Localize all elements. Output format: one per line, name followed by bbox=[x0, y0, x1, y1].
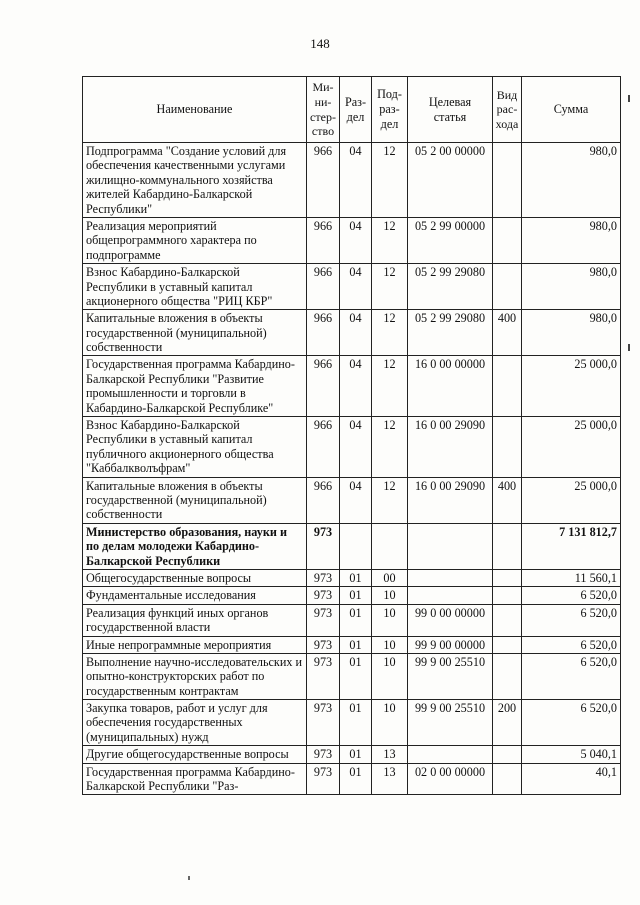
table-row bbox=[83, 636, 621, 653]
row-subsection: 10 bbox=[372, 700, 408, 746]
row-expense-type bbox=[493, 217, 522, 263]
row-section: 01 bbox=[340, 604, 372, 636]
row-section bbox=[340, 523, 372, 569]
table-row bbox=[83, 217, 621, 263]
row-target: 99 9 00 25510 bbox=[408, 700, 493, 746]
row-sum: 980,0 bbox=[522, 310, 621, 356]
row-sum: 980,0 bbox=[522, 217, 621, 263]
row-sum: 25 000,0 bbox=[522, 477, 621, 523]
row-ministry: 973 bbox=[307, 587, 340, 604]
row-target bbox=[408, 587, 493, 604]
row-sum: 6 520,0 bbox=[522, 700, 621, 746]
row-target: 99 9 00 25510 bbox=[408, 653, 493, 699]
row-ministry: 973 bbox=[307, 523, 340, 569]
row-subsection: 12 bbox=[372, 477, 408, 523]
row-expense-type bbox=[493, 653, 522, 699]
scan-mark bbox=[628, 95, 630, 102]
row-name: Государственная программа Кабардино-Балкарской Республики "Развитие промышленности и торговли в Кабардино-Балкарской Республике" bbox=[83, 356, 307, 417]
row-subsection: 10 bbox=[372, 636, 408, 653]
row-name: Подпрограмма "Создание условий для обеспечения качественными услугами жилищно-коммунального хозяйства жителей Кабардино-Балкарской Республики" bbox=[83, 143, 307, 218]
row-sum: 6 520,0 bbox=[522, 636, 621, 653]
row-section: 04 bbox=[340, 217, 372, 263]
row-ministry: 966 bbox=[307, 264, 340, 310]
header-name: Наименование bbox=[83, 77, 307, 143]
row-name: Министерство образования, науки и по делам молодежи Кабардино-Балкарской Республики bbox=[83, 523, 307, 569]
row-name: Выполнение научно-исследовательских и опытно-конструкторских работ по государственным контрактам bbox=[83, 653, 307, 699]
table-body bbox=[83, 143, 621, 795]
row-section: 01 bbox=[340, 700, 372, 746]
table-row bbox=[83, 417, 621, 478]
row-target: 02 0 00 00000 bbox=[408, 763, 493, 795]
row-section: 01 bbox=[340, 587, 372, 604]
row-section: 04 bbox=[340, 264, 372, 310]
header-target: Целевая статья bbox=[408, 77, 493, 143]
row-subsection: 12 bbox=[372, 264, 408, 310]
row-section: 01 bbox=[340, 569, 372, 586]
row-subsection: 00 bbox=[372, 569, 408, 586]
row-section: 01 bbox=[340, 653, 372, 699]
budget-table bbox=[82, 76, 621, 795]
row-section: 04 bbox=[340, 310, 372, 356]
row-subsection: 13 bbox=[372, 746, 408, 763]
scan-mark bbox=[628, 344, 630, 351]
header-ministry: Ми- ни- стер- ство bbox=[307, 77, 340, 143]
row-target: 05 2 99 00000 bbox=[408, 217, 493, 263]
row-target: 16 0 00 29090 bbox=[408, 417, 493, 478]
table-row bbox=[83, 746, 621, 763]
table-row bbox=[83, 143, 621, 218]
row-target: 99 9 00 00000 bbox=[408, 636, 493, 653]
row-name: Фундаментальные исследования bbox=[83, 587, 307, 604]
row-ministry: 973 bbox=[307, 569, 340, 586]
row-name: Реализация функций иных органов государственной власти bbox=[83, 604, 307, 636]
row-ministry: 966 bbox=[307, 356, 340, 417]
row-subsection: 12 bbox=[372, 310, 408, 356]
row-sum: 5 040,1 bbox=[522, 746, 621, 763]
table-row bbox=[83, 604, 621, 636]
row-target: 16 0 00 00000 bbox=[408, 356, 493, 417]
row-name: Капитальные вложения в объекты государственной (муниципальной) собственности bbox=[83, 310, 307, 356]
row-ministry: 966 bbox=[307, 417, 340, 478]
row-subsection: 10 bbox=[372, 604, 408, 636]
row-target bbox=[408, 569, 493, 586]
row-expense-type: 400 bbox=[493, 477, 522, 523]
row-expense-type: 400 bbox=[493, 310, 522, 356]
row-subsection: 12 bbox=[372, 217, 408, 263]
row-ministry: 973 bbox=[307, 636, 340, 653]
row-name: Взнос Кабардино-Балкарской Республики в уставный капитал публичного акционерного общества "Каббалкволъфрам" bbox=[83, 417, 307, 478]
header-section: Раз- дел bbox=[340, 77, 372, 143]
row-subsection: 12 bbox=[372, 417, 408, 478]
row-expense-type bbox=[493, 143, 522, 218]
scan-dot bbox=[188, 876, 190, 880]
row-name: Государственная программа Кабардино-Балкарской Республики "Раз- bbox=[83, 763, 307, 795]
table-row bbox=[83, 763, 621, 795]
row-section: 04 bbox=[340, 477, 372, 523]
header-expense-type: Вид рас- хода bbox=[493, 77, 522, 143]
row-section: 01 bbox=[340, 636, 372, 653]
row-target: 16 0 00 29090 bbox=[408, 477, 493, 523]
row-target: 99 0 00 00000 bbox=[408, 604, 493, 636]
row-subsection: 10 bbox=[372, 587, 408, 604]
row-expense-type bbox=[493, 356, 522, 417]
row-sum: 7 131 812,7 bbox=[522, 523, 621, 569]
row-sum: 980,0 bbox=[522, 264, 621, 310]
row-subsection bbox=[372, 523, 408, 569]
row-expense-type bbox=[493, 746, 522, 763]
row-section: 01 bbox=[340, 746, 372, 763]
row-expense-type bbox=[493, 523, 522, 569]
row-name: Капитальные вложения в объекты государственной (муниципальной) собственности bbox=[83, 477, 307, 523]
row-name: Закупка товаров, работ и услуг для обеспечения государственных (муниципальных) нужд bbox=[83, 700, 307, 746]
row-subsection: 12 bbox=[372, 356, 408, 417]
table-row bbox=[83, 587, 621, 604]
row-section: 04 bbox=[340, 356, 372, 417]
row-sum: 6 520,0 bbox=[522, 587, 621, 604]
row-expense-type bbox=[493, 587, 522, 604]
page-number: 148 bbox=[310, 36, 330, 51]
row-expense-type bbox=[493, 636, 522, 653]
row-section: 01 bbox=[340, 763, 372, 795]
table-header-row bbox=[83, 77, 621, 143]
row-name: Взнос Кабардино-Балкарской Республики в уставный капитал акционерного общества "РИЦ КБР" bbox=[83, 264, 307, 310]
row-ministry: 966 bbox=[307, 217, 340, 263]
table-row bbox=[83, 310, 621, 356]
table-row bbox=[83, 653, 621, 699]
row-name: Реализация мероприятий общепрограммного характера по подпрограмме bbox=[83, 217, 307, 263]
row-ministry: 966 bbox=[307, 477, 340, 523]
row-ministry: 973 bbox=[307, 653, 340, 699]
row-expense-type: 200 bbox=[493, 700, 522, 746]
row-sum: 980,0 bbox=[522, 143, 621, 218]
row-section: 04 bbox=[340, 417, 372, 478]
row-ministry: 973 bbox=[307, 604, 340, 636]
row-expense-type bbox=[493, 417, 522, 478]
row-ministry: 973 bbox=[307, 700, 340, 746]
header-sum: Сумма bbox=[522, 77, 621, 143]
row-ministry: 966 bbox=[307, 143, 340, 218]
table-row bbox=[83, 356, 621, 417]
row-sum: 25 000,0 bbox=[522, 417, 621, 478]
row-sum: 25 000,0 bbox=[522, 356, 621, 417]
row-ministry: 973 bbox=[307, 746, 340, 763]
row-subsection: 10 bbox=[372, 653, 408, 699]
row-expense-type bbox=[493, 569, 522, 586]
row-section: 04 bbox=[340, 143, 372, 218]
table-row bbox=[83, 569, 621, 586]
row-subsection: 13 bbox=[372, 763, 408, 795]
header-subsection: Под- раз- дел bbox=[372, 77, 408, 143]
row-expense-type bbox=[493, 604, 522, 636]
row-name: Другие общегосударственные вопросы bbox=[83, 746, 307, 763]
row-ministry: 966 bbox=[307, 310, 340, 356]
row-expense-type bbox=[493, 763, 522, 795]
table-row bbox=[83, 700, 621, 746]
table-row bbox=[83, 477, 621, 523]
row-name: Общегосударственные вопросы bbox=[83, 569, 307, 586]
row-expense-type bbox=[493, 264, 522, 310]
row-target bbox=[408, 523, 493, 569]
row-target: 05 2 99 29080 bbox=[408, 310, 493, 356]
table-row bbox=[83, 523, 621, 569]
row-target bbox=[408, 746, 493, 763]
row-ministry: 973 bbox=[307, 763, 340, 795]
row-sum: 6 520,0 bbox=[522, 653, 621, 699]
row-target: 05 2 99 29080 bbox=[408, 264, 493, 310]
row-sum: 11 560,1 bbox=[522, 569, 621, 586]
row-sum: 40,1 bbox=[522, 763, 621, 795]
table-row bbox=[83, 264, 621, 310]
row-name: Иные непрограммные мероприятия bbox=[83, 636, 307, 653]
row-target: 05 2 00 00000 bbox=[408, 143, 493, 218]
row-sum: 6 520,0 bbox=[522, 604, 621, 636]
row-subsection: 12 bbox=[372, 143, 408, 218]
